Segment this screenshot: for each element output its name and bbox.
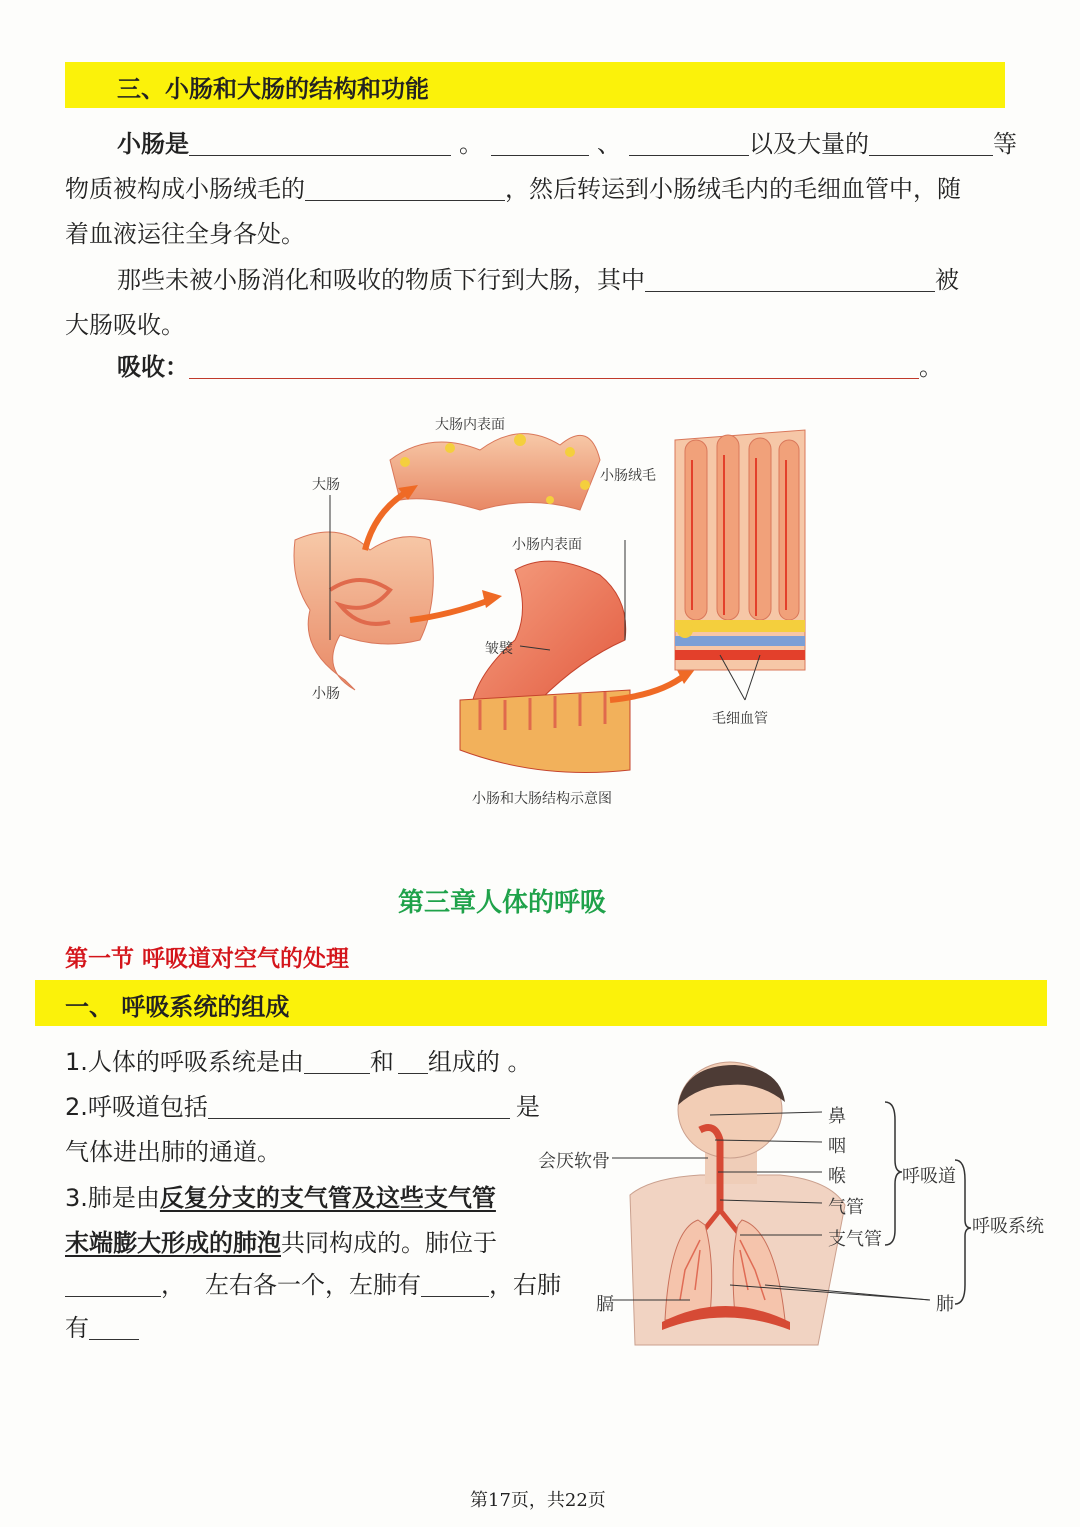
fill-blank[interactable] [645, 269, 935, 292]
figure-caption: 小肠和大肠结构示意图 [472, 791, 612, 807]
label-capillary: 毛细血管 [712, 711, 768, 727]
text: 被 [935, 266, 959, 294]
para-line-4 [117, 268, 959, 292]
text: 和 [369, 1048, 394, 1076]
text: 等 [993, 130, 1017, 158]
label-epiglottis: 会厌软骨 [538, 1151, 610, 1172]
chapter-title: 第三章人体的呼吸 [398, 888, 607, 918]
fill-blank[interactable] [421, 1274, 489, 1297]
text: 有 [65, 1314, 89, 1342]
label-respiratory-system: 呼吸系统 [972, 1216, 1044, 1237]
text: 3.肺是由 [65, 1184, 160, 1212]
fill-blank[interactable] [208, 1096, 510, 1119]
para-line-2 [65, 177, 961, 201]
text: 组成的 。 [427, 1048, 532, 1076]
text: 左右各一个，左肺有 [205, 1271, 421, 1299]
intestine-figure [280, 400, 820, 820]
text: 1.人体的呼吸系统是由 [65, 1048, 304, 1076]
fill-blank[interactable] [491, 133, 589, 156]
label-fold: 皱襞 [485, 641, 513, 657]
section1-heading-bar [35, 980, 1047, 1026]
absorb-line [117, 355, 943, 379]
fill-blank[interactable] [629, 133, 749, 156]
label-pharynx: 咽 [828, 1136, 846, 1157]
absorb-label: 吸收： [117, 353, 189, 381]
text: 物质被构成小肠绒毛的 [65, 175, 305, 203]
section3-heading: 三、小肠和大肠的结构和功能 [117, 75, 429, 103]
fill-blank[interactable] [189, 133, 451, 156]
label-lung: 肺 [936, 1294, 954, 1315]
section3-heading-bar [65, 62, 1005, 108]
label-villi: 小肠绒毛 [600, 468, 656, 484]
label-trachea: 气管 [828, 1197, 864, 1218]
fill-blank[interactable] [305, 178, 505, 201]
fill-blank[interactable] [89, 1317, 139, 1340]
large-intestine-shape [294, 532, 433, 690]
q3-line4 [65, 1316, 139, 1340]
text: 共同构成的。肺位于 [281, 1229, 497, 1257]
label-bronchi: 支气管 [828, 1229, 882, 1250]
q3 [65, 1186, 496, 1210]
text: ，然后转运到小肠绒毛内的毛细血管中，随 [505, 175, 961, 203]
fill-blank[interactable] [869, 133, 993, 156]
q2 [65, 1095, 540, 1119]
para-line-3: 着血液运往全身各处。 [65, 220, 305, 248]
q3-line3 [65, 1273, 561, 1297]
section1-heading: 一、 呼吸系统的组成 [65, 993, 290, 1021]
text: 是 [515, 1093, 540, 1121]
para-line-1 [117, 132, 1017, 156]
label-small-intestine: 小肠 [312, 686, 340, 702]
label-small-intestine-inner: 小肠内表面 [512, 537, 582, 553]
text: 。 [919, 353, 943, 381]
fill-blank[interactable] [304, 1051, 370, 1074]
fill-blank[interactable] [398, 1051, 428, 1074]
q2-line2: 气体进出肺的通道。 [65, 1138, 281, 1166]
label-larynx: 喉 [828, 1166, 846, 1187]
text: 那些未被小肠消化和吸收的物质下行到大肠，其中 [117, 266, 645, 294]
fill-blank[interactable] [189, 356, 919, 379]
q3-line2 [65, 1231, 497, 1255]
text: ， [161, 1271, 185, 1299]
label-large-intestine: 大肠 [312, 477, 340, 493]
fill-blank[interactable] [65, 1274, 161, 1297]
page-number: 第17页，共22页 [470, 1490, 606, 1511]
label-nose: 鼻 [828, 1106, 846, 1127]
arrow-villi [610, 675, 685, 700]
label-diaphragm: 膈 [596, 1294, 614, 1315]
large-intestine-inner-shape [390, 434, 600, 510]
bold-text: 末端膨大形成的肺泡 [65, 1229, 281, 1257]
bold-text: 反复分支的支气管及这些支气管 [159, 1184, 496, 1212]
text: ，右肺 [489, 1271, 561, 1299]
section-title: 第一节 呼吸道对空气的处理 [65, 946, 350, 972]
label-large-intestine-inner: 大肠内表面 [435, 417, 505, 433]
label-airway: 呼吸道 [902, 1166, 956, 1187]
text: 小肠是 [117, 130, 189, 158]
q1 [65, 1050, 532, 1074]
text: 、 [597, 130, 621, 158]
para-line-5: 大肠吸收。 [65, 311, 185, 339]
text: 以及大量的 [749, 130, 869, 158]
text: 2.呼吸道包括 [65, 1093, 208, 1121]
text: 。 [459, 130, 483, 158]
